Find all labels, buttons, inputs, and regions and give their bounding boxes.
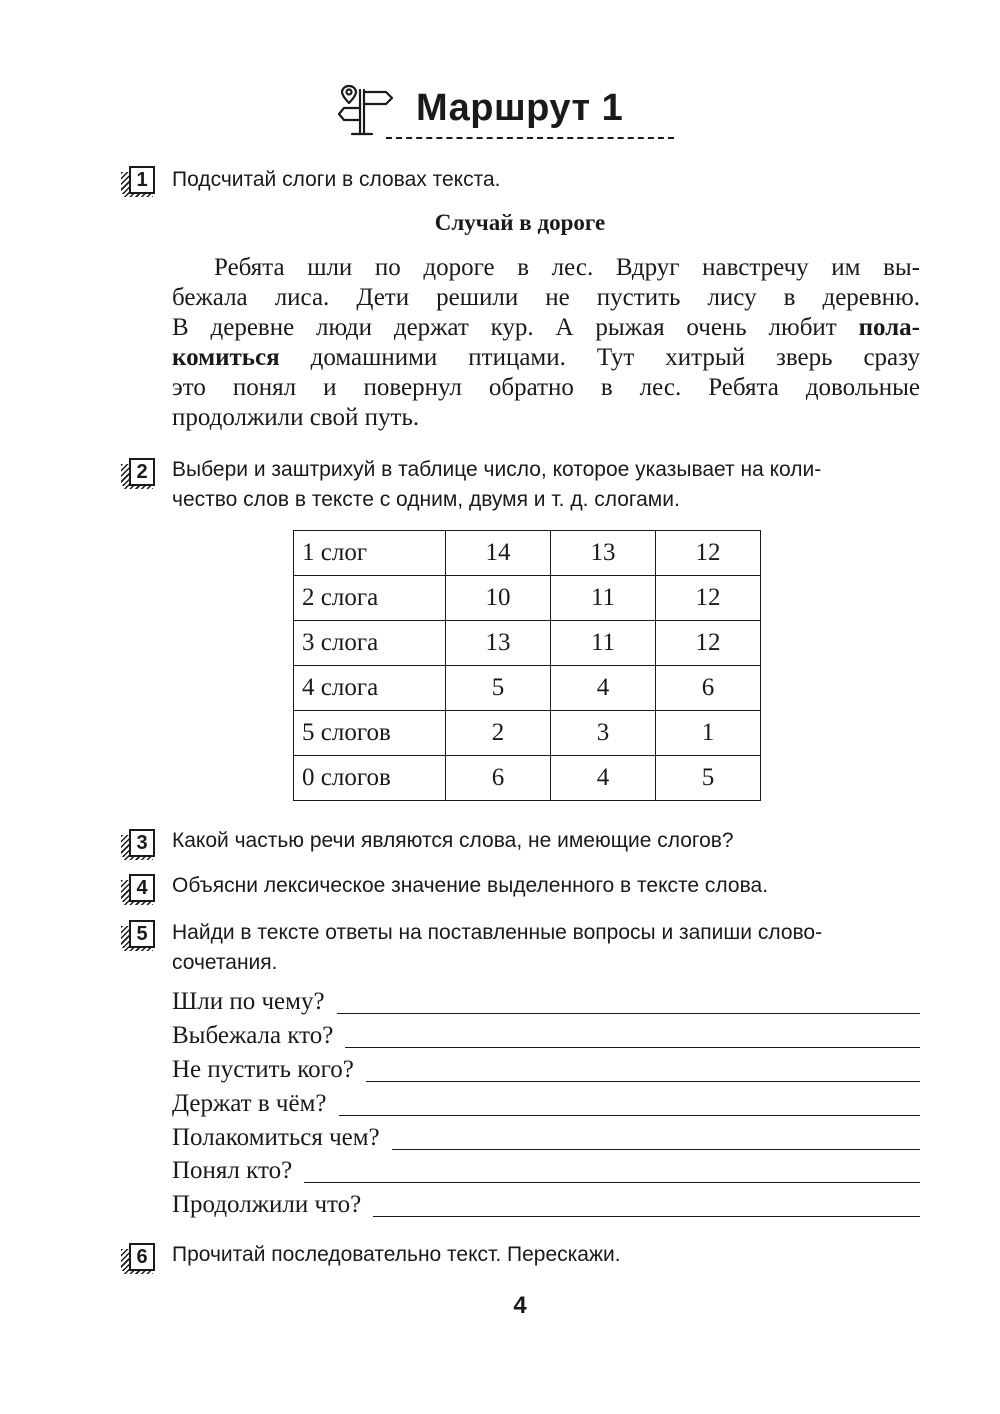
answer-row: Полакомиться чем? bbox=[172, 1119, 920, 1153]
answer-line[interactable] bbox=[339, 1114, 921, 1116]
table-row-label: 1 слог bbox=[294, 531, 446, 576]
answer-line[interactable] bbox=[373, 1215, 920, 1217]
task-number-badge: 5 bbox=[121, 920, 155, 948]
title-underline bbox=[386, 137, 674, 139]
table-row-label: 4 слога bbox=[294, 666, 446, 711]
table-cell[interactable]: 11 bbox=[551, 621, 656, 666]
task-2-text: Выбери и заштрихуй в таблице число, которое указывает на коли- чество слов в тексте с одним, двумя и т. д. слогами. bbox=[172, 458, 822, 511]
table-cell[interactable]: 4 bbox=[551, 756, 656, 801]
table-cell[interactable]: 10 bbox=[446, 576, 551, 621]
table-row bbox=[294, 711, 761, 756]
highlighted-word: пола- bbox=[858, 314, 920, 341]
answer-line[interactable] bbox=[337, 1012, 920, 1014]
table-cell[interactable]: 13 bbox=[446, 621, 551, 666]
syllable-table bbox=[293, 530, 761, 801]
task-number-badge: 4 bbox=[121, 874, 155, 902]
answer-row: Держат в чём? bbox=[172, 1085, 920, 1119]
table-cell[interactable]: 5 bbox=[656, 756, 761, 801]
table-row-label: 0 слогов bbox=[294, 756, 446, 801]
task-number-badge: 1 bbox=[121, 166, 155, 194]
task-3-text: Какой частью речи являются слова, не имеющие слогов? bbox=[172, 829, 734, 852]
task-4-text: Объясни лексическое значение выделенного в тексте слова. bbox=[172, 874, 769, 897]
table-cell[interactable]: 12 bbox=[656, 531, 761, 576]
table-cell[interactable]: 13 bbox=[551, 531, 656, 576]
answer-line[interactable] bbox=[392, 1148, 920, 1150]
answer-line[interactable] bbox=[345, 1046, 920, 1048]
answer-line[interactable] bbox=[304, 1181, 920, 1183]
table-cell[interactable]: 12 bbox=[656, 576, 761, 621]
task-number-badge: 6 bbox=[121, 1243, 155, 1271]
signpost-icon bbox=[338, 82, 396, 140]
table-cell[interactable]: 11 bbox=[551, 576, 656, 621]
answer-row: Выбежала кто? bbox=[172, 1017, 920, 1051]
table-row-label: 5 слогов bbox=[294, 711, 446, 756]
table-row-label: 2 слога bbox=[294, 576, 446, 621]
task-1-text: Подсчитай слоги в словах текста. bbox=[172, 168, 501, 191]
table-cell[interactable]: 4 bbox=[551, 666, 656, 711]
table-row bbox=[294, 531, 761, 576]
table-cell[interactable]: 12 bbox=[656, 621, 761, 666]
table-row bbox=[294, 621, 761, 666]
table-cell[interactable]: 2 bbox=[446, 711, 551, 756]
task-number-badge: 3 bbox=[121, 829, 155, 857]
table-row bbox=[294, 576, 761, 621]
table-row bbox=[294, 666, 761, 711]
page-title: Маршрут 1 bbox=[416, 87, 624, 129]
task-6-text: Прочитай последовательно текст. Перескажи. bbox=[172, 1243, 621, 1266]
table-cell[interactable]: 3 bbox=[551, 711, 656, 756]
answer-row: Шли по чему? bbox=[172, 983, 920, 1017]
answer-row: Понял кто? bbox=[172, 1152, 920, 1186]
table-cell[interactable]: 5 bbox=[446, 666, 551, 711]
story-title: Случай в дороге bbox=[434, 210, 606, 235]
answer-line[interactable] bbox=[366, 1080, 920, 1082]
task-number-badge: 2 bbox=[121, 458, 155, 486]
page-number: 4 bbox=[513, 1292, 527, 1319]
answer-row: Продолжили что? bbox=[172, 1186, 920, 1220]
table-cell[interactable]: 1 bbox=[656, 711, 761, 756]
table-cell[interactable]: 6 bbox=[446, 756, 551, 801]
story-text: Ребята шли по дороге в лес. Вдруг навстречу им вы- бежала лиса. Дети решили не пустить лису в деревню. В деревне люди держат кур. А рыжая очень любит пола- комиться домашними птицами. Тут хитрый зверь сразу это понял и повернул обратно в лес. Ребята довольные продолжили свой путь. bbox=[172, 254, 920, 431]
table-cell[interactable]: 14 bbox=[446, 531, 551, 576]
highlighted-word-cont: комиться bbox=[172, 344, 280, 371]
task-5-text: Найди в тексте ответы на поставленные вопросы и запиши слово- сочетания. bbox=[172, 921, 823, 974]
table-row bbox=[294, 756, 761, 801]
table-row-label: 3 слога bbox=[294, 621, 446, 666]
table-cell[interactable]: 6 bbox=[656, 666, 761, 711]
answer-row: Не пустить кого? bbox=[172, 1051, 920, 1085]
